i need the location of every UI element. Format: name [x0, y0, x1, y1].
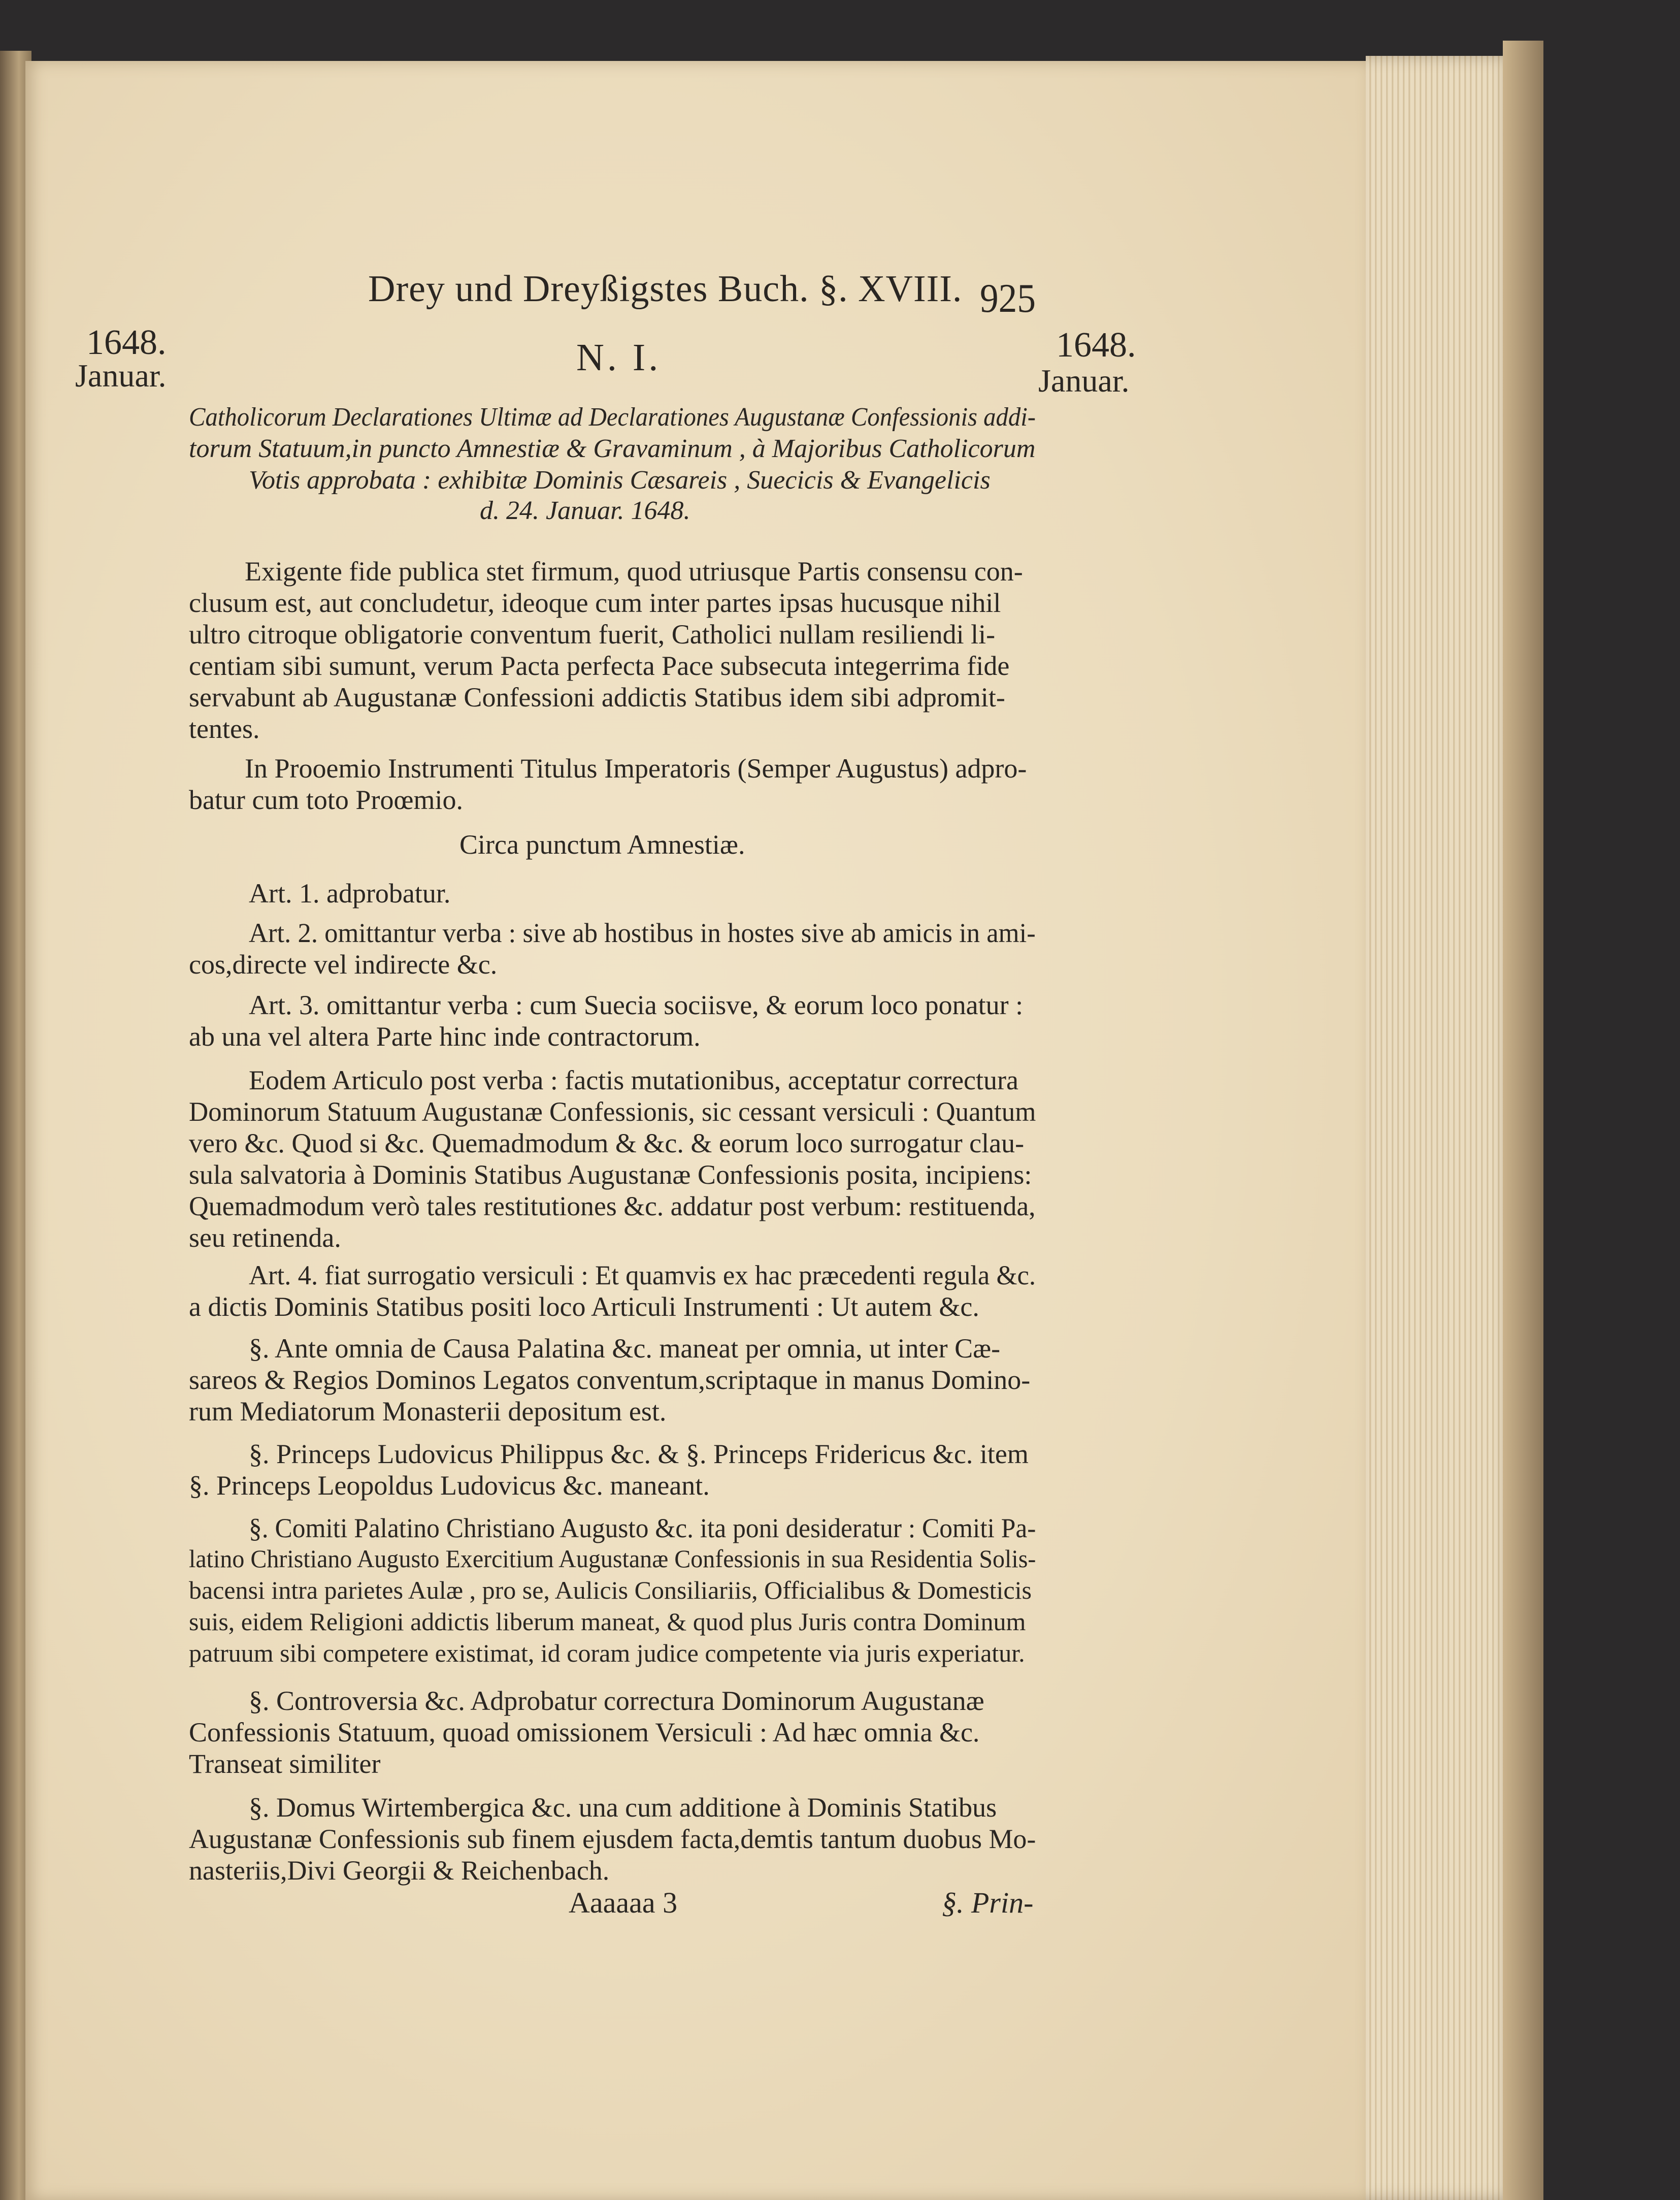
catchword: §. Prin- [942, 1886, 1034, 1919]
article-line: a dictis Dominis Statibus positi loco Articuli Instrumenti : Ut autem &c. [189, 1291, 979, 1322]
page-block-edge [1366, 56, 1518, 2200]
paragraph-line: servabunt ab Augustanæ Confessioni addictis Statibus idem sibi adpromit- [189, 682, 1005, 713]
article-line: Quemadmodum verò tales restitutiones &c. addatur post verbum: restituenda, [189, 1191, 1036, 1221]
margin-month-left: Januar. [75, 358, 167, 394]
page-block-shadow [1503, 41, 1543, 2200]
title-line: torum Statuum,in puncto Amnestiæ & Gravaminum , à Majoribus Catholicorum [189, 434, 1036, 463]
title-line: d. 24. Januar. 1648. [480, 496, 690, 525]
paragraph-line: Exigente fide publica stet firmum, quod utriusque Partis consensu con- [245, 556, 1023, 587]
paragraph-line: tentes. [189, 714, 260, 744]
article-line: §. Domus Wirtembergica &c. una cum additione à Dominis Statibus [249, 1792, 997, 1823]
page-number: 925 [980, 276, 1036, 321]
article-line: sula salvatoria à Dominis Statibus Augustanæ Confessionis posita, incipiens: [189, 1159, 1032, 1190]
article-line: Art. 2. omittantur verba : sive ab hostibus in hostes sive ab amicis in ami- [249, 918, 1036, 948]
article-line: sareos & Regios Dominos Legatos conventum,scriptaque in manus Domino- [189, 1365, 1031, 1395]
article-line: §. Controversia &c. Adprobatur correctura Dominorum Augustanæ [249, 1686, 984, 1716]
article-line: §. Ante omnia de Causa Palatina &c. maneat per omnia, ut inter Cæ- [249, 1333, 1001, 1364]
article-line: Dominorum Statuum Augustanæ Confessionis, sic cessant versiculi : Quantum [189, 1096, 1036, 1127]
signature-mark: Aaaaaa 3 [569, 1886, 678, 1919]
paragraph-line: batur cum toto Proœmio. [189, 785, 463, 815]
article-line: bacensi intra parietes Aulæ , pro se, Aulicis Consiliariis, Officialibus & Domesticis [189, 1576, 1032, 1604]
margin-month-right: Januar. [1038, 363, 1130, 399]
article-line: Eodem Articulo post verba : factis mutationibus, acceptatur correctura [249, 1065, 1018, 1095]
article-line: suis, eidem Religioni addictis liberum maneat, & quod plus Juris contra Dominum [189, 1607, 1026, 1636]
article-line: ab una vel altera Parte hinc inde contractorum. [189, 1021, 701, 1052]
article-line: Confessionis Statuum, quoad omissionem Versiculi : Ad hæc omnia &c. [189, 1717, 980, 1748]
running-head-title: Drey und Dreyßigstes Buch. §. XVIII. [368, 268, 963, 310]
article-line: Transeat similiter [189, 1749, 381, 1779]
margin-year-right: 1648. [1056, 326, 1136, 365]
article-line: Augustanæ Confessionis sub finem ejusdem facta,demtis tantum duobus Mo- [189, 1824, 1036, 1854]
paragraph-line: In Prooemio Instrumenti Titulus Imperatoris (Semper Augustus) adpro- [245, 753, 1027, 784]
article-line: §. Princeps Leopoldus Ludovicus &c. maneant. [189, 1470, 710, 1501]
article-line: Art. 3. omittantur verba : cum Suecia sociisve, & eorum loco ponatur : [249, 990, 1024, 1020]
document-number: N. I. [576, 336, 662, 379]
article-line: patruum sibi competere existimat, id coram judice competente via juris experiatur. [189, 1639, 1025, 1667]
article-line: rum Mediatorum Monasterii depositum est. [189, 1396, 667, 1427]
article-line: §. Princeps Ludovicus Philippus &c. & §. Princeps Fridericus &c. item [249, 1439, 1029, 1469]
article-line: cos,directe vel indirecte &c. [189, 949, 498, 980]
article-line: Art. 4. fiat surrogatio versiculi : Et quamvis ex hac præcedenti regula &c. [249, 1260, 1036, 1290]
article-line: seu retinenda. [189, 1222, 341, 1253]
paragraph-line: ultro citroque obligatorie conventum fuerit, Catholici nullam resiliendi li- [189, 619, 996, 650]
section-heading: Circa punctum Amnestiæ. [459, 829, 745, 860]
article-line: §. Comiti Palatino Christiano Augusto &c. ita poni desideratur : Comiti Pa- [249, 1513, 1036, 1543]
article-line: vero &c. Quod si &c. Quemadmodum & &c. & eorum loco surrogatur clau- [189, 1128, 1025, 1158]
paragraph-line: centiam sibi sumunt, verum Pacta perfecta Pace subsecuta integerrima fide [189, 651, 1010, 681]
paragraph-line: clusum est, aut concludetur, ideoque cum inter partes ipsas hucusque nihil [189, 588, 1001, 618]
article-line: nasteriis,Divi Georgii & Reichenbach. [189, 1855, 610, 1886]
margin-year-left: 1648. [86, 323, 167, 362]
article-line: Art. 1. adprobatur. [249, 878, 451, 909]
title-line: Votis approbata : exhibitæ Dominis Cæsareis , Suecicis & Evangelicis [249, 466, 991, 495]
article-line: latino Christiano Augusto Exercitium Augustanæ Confessionis in sua Residentia Solis- [189, 1544, 1036, 1573]
title-line: Catholicorum Declarationes Ultimæ ad Declarationes Augustanæ Confessionis addi- [189, 403, 1036, 432]
